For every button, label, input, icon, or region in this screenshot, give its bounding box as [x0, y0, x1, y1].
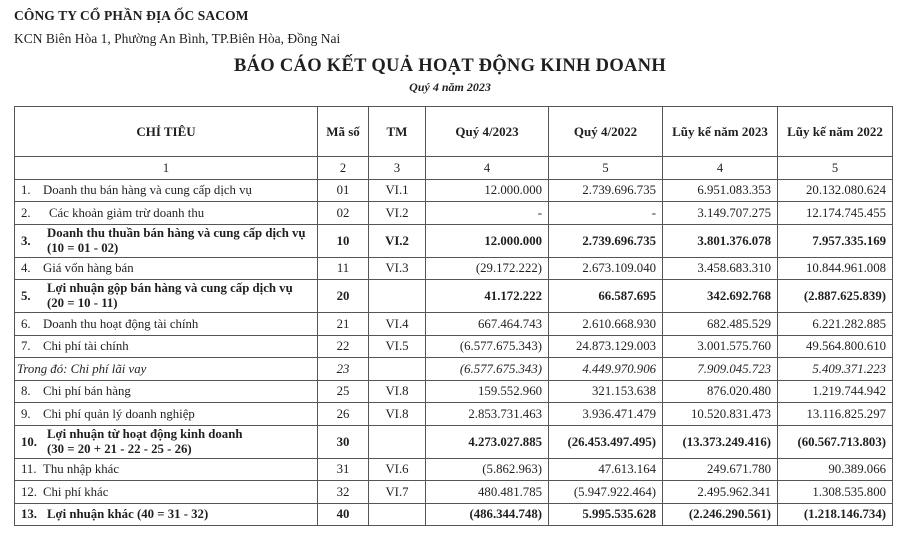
value-q4-2022: 5.995.535.628 [549, 503, 663, 526]
table-row [15, 503, 893, 526]
value-q4-2023: 667.464.743 [426, 313, 549, 336]
row-label-cell [15, 481, 318, 504]
row-code: 23 [318, 358, 369, 381]
row-label-cell [15, 425, 318, 458]
value-ytd-2022: 10.844.961.008 [778, 257, 893, 280]
value-ytd-2022: 13.116.825.297 [778, 403, 893, 426]
col-index: 3 [369, 157, 426, 180]
row-label: Lợi nhuận khác (40 = 31 - 32) [47, 507, 209, 522]
value-q4-2022: 2.739.696.735 [549, 179, 663, 202]
value-ytd-2022: 20.132.080.624 [778, 179, 893, 202]
row-label-cell [15, 202, 318, 225]
row-note: VI.2 [369, 224, 426, 257]
value-q4-2023: 41.172.222 [426, 280, 549, 313]
value-q4-2023: 480.481.785 [426, 481, 549, 504]
row-formula: (30 = 20 + 21 - 22 - 25 - 26) [47, 441, 192, 456]
value-ytd-2023: 876.020.480 [663, 380, 778, 403]
row-label: Doanh thu bán hàng và cung cấp dịch vụ [43, 183, 252, 198]
table-row [15, 280, 893, 313]
row-label-cell [15, 257, 318, 280]
value-q4-2023: 159.552.960 [426, 380, 549, 403]
row-note [369, 503, 426, 526]
row-note [369, 280, 426, 313]
row-code: 26 [318, 403, 369, 426]
row-note: VI.8 [369, 403, 426, 426]
row-label-cell [15, 358, 318, 381]
value-ytd-2022: 5.409.371.223 [778, 358, 893, 381]
col-header-q4-2022: Quý 4/2022 [549, 107, 663, 157]
row-label-cell [15, 313, 318, 336]
value-q4-2023: (5.862.963) [426, 458, 549, 481]
value-q4-2022: 2.739.696.735 [549, 224, 663, 257]
column-index-row [15, 157, 893, 180]
row-note: VI.5 [369, 335, 426, 358]
value-q4-2022: 3.936.471.479 [549, 403, 663, 426]
value-ytd-2023: 7.909.045.723 [663, 358, 778, 381]
value-ytd-2022: 7.957.335.169 [778, 224, 893, 257]
value-ytd-2023: 3.001.575.760 [663, 335, 778, 358]
value-ytd-2023: 10.520.831.473 [663, 403, 778, 426]
value-q4-2023: 12.000.000 [426, 224, 549, 257]
value-ytd-2022: 49.564.800.610 [778, 335, 893, 358]
income-statement-table [14, 106, 893, 526]
table-row [15, 257, 893, 280]
row-label-cell [15, 280, 318, 313]
row-formula: (20 = 10 - 11) [47, 296, 118, 310]
company-address: KCN Biên Hòa 1, Phường An Bình, TP.Biên Hòa, Đồng Nai [14, 31, 341, 46]
value-ytd-2023: (13.373.249.416) [663, 425, 778, 458]
row-number: 6. [21, 316, 31, 331]
table-row [15, 313, 893, 336]
col-index: 2 [318, 157, 369, 180]
value-q4-2023: (6.577.675.343) [426, 358, 549, 381]
row-code: 01 [318, 179, 369, 202]
row-number: 10. [21, 434, 37, 449]
value-q4-2022: 47.613.164 [549, 458, 663, 481]
value-ytd-2022: 6.221.282.885 [778, 313, 893, 336]
row-note: VI.7 [369, 481, 426, 504]
row-code: 20 [318, 280, 369, 313]
row-code: 21 [318, 313, 369, 336]
row-label: Chi phí quản lý doanh nghiệp [43, 406, 195, 421]
row-note: VI.1 [369, 179, 426, 202]
row-code: 40 [318, 503, 369, 526]
table-body [15, 179, 893, 526]
value-ytd-2023: 6.951.083.353 [663, 179, 778, 202]
table-header-row [15, 107, 893, 157]
report-title: BÁO CÁO KẾT QUẢ HOẠT ĐỘNG KINH DOANH [233, 56, 667, 76]
value-ytd-2023: 682.485.529 [663, 313, 778, 336]
table-row [15, 458, 893, 481]
table-row [15, 179, 893, 202]
row-label: Chi phí tài chính [43, 339, 129, 354]
row-label: Thu nhập khác [43, 462, 120, 477]
row-label: Các khoản giảm trừ doanh thu [49, 205, 205, 220]
row-note: VI.8 [369, 380, 426, 403]
row-number: 3. [21, 233, 31, 248]
row-label-cell [15, 458, 318, 481]
table-row [15, 481, 893, 504]
table-row [15, 425, 893, 458]
col-header-q4-2023: Quý 4/2023 [426, 107, 549, 157]
row-label: Chi phí bán hàng [43, 384, 131, 399]
value-q4-2022: 2.673.109.040 [549, 257, 663, 280]
col-header-ytd-2023: Lũy kế năm 2023 [663, 107, 778, 157]
value-q4-2023: - [426, 202, 549, 225]
value-ytd-2023: 249.671.780 [663, 458, 778, 481]
row-note: VI.3 [369, 257, 426, 280]
value-ytd-2022: 12.174.745.455 [778, 202, 893, 225]
col-header-code: Mã số [318, 107, 369, 157]
value-ytd-2022: 90.389.066 [778, 458, 893, 481]
value-ytd-2023: (2.246.290.561) [663, 503, 778, 526]
value-ytd-2023: 3.801.376.078 [663, 224, 778, 257]
row-label-cell [15, 503, 318, 526]
row-note [369, 425, 426, 458]
table-row [15, 335, 893, 358]
table-row [15, 358, 893, 381]
row-code: 30 [318, 425, 369, 458]
row-label-cell [15, 179, 318, 202]
value-q4-2023: 4.273.027.885 [426, 425, 549, 458]
row-number: 7. [21, 339, 31, 354]
row-number: 8. [21, 384, 31, 399]
row-label-cell [15, 403, 318, 426]
row-label-cell [15, 380, 318, 403]
row-code: 25 [318, 380, 369, 403]
value-q4-2023: (6.577.675.343) [426, 335, 549, 358]
table-row [15, 224, 893, 257]
col-index: 5 [778, 157, 893, 180]
row-number: 9. [21, 406, 31, 421]
value-ytd-2022: (2.887.625.839) [778, 280, 893, 313]
row-label: Doanh thu hoạt động tài chính [43, 316, 199, 331]
value-ytd-2022: 1.308.535.800 [778, 481, 893, 504]
value-ytd-2023: 342.692.768 [663, 280, 778, 313]
col-index: 4 [663, 157, 778, 180]
value-q4-2022: 4.449.970.906 [549, 358, 663, 381]
row-number: 12. [21, 484, 37, 499]
value-q4-2023: (29.172.222) [426, 257, 549, 280]
report-period: Quý 4 năm 2023 [409, 80, 491, 94]
col-header-ytd-2022: Lũy kế năm 2022 [778, 107, 893, 157]
row-code: 10 [318, 224, 369, 257]
row-code: 31 [318, 458, 369, 481]
value-q4-2023: 2.853.731.463 [426, 403, 549, 426]
value-q4-2022: 24.873.129.003 [549, 335, 663, 358]
row-label: Trong đó: Chi phí lãi vay [17, 361, 147, 376]
row-number: 1. [21, 183, 31, 198]
row-number: 5. [21, 289, 31, 303]
row-code: 02 [318, 202, 369, 225]
value-ytd-2022: 1.219.744.942 [778, 380, 893, 403]
row-label: Lợi nhuận gộp bán hàng và cung cấp dịch vụ [47, 281, 293, 295]
col-index: 5 [549, 157, 663, 180]
value-ytd-2022: (1.218.146.734) [778, 503, 893, 526]
row-number: 2. [21, 205, 31, 220]
value-ytd-2023: 2.495.962.341 [663, 481, 778, 504]
value-q4-2023: 12.000.000 [426, 179, 549, 202]
row-formula: (10 = 01 - 02) [47, 240, 119, 255]
col-header-note: TM [369, 107, 426, 157]
row-note: VI.4 [369, 313, 426, 336]
value-q4-2023: (486.344.748) [426, 503, 549, 526]
table-row [15, 202, 893, 225]
row-code: 22 [318, 335, 369, 358]
col-index: 1 [15, 157, 318, 180]
company-name: CÔNG TY CỔ PHẦN ĐỊA ỐC SACOM [14, 8, 249, 23]
row-note: VI.2 [369, 202, 426, 225]
col-header-item: CHỈ TIÊU [15, 107, 318, 157]
table-row [15, 380, 893, 403]
row-number: 13. [21, 507, 37, 522]
row-code: 11 [318, 257, 369, 280]
value-q4-2022: (26.453.497.495) [549, 425, 663, 458]
row-note: VI.6 [369, 458, 426, 481]
row-label: Lợi nhuận từ hoạt động kinh doanh [47, 426, 243, 441]
row-number: 4. [21, 261, 31, 276]
row-label-cell [15, 335, 318, 358]
value-q4-2022: 66.587.695 [549, 280, 663, 313]
value-q4-2022: 2.610.668.930 [549, 313, 663, 336]
value-q4-2022: (5.947.922.464) [549, 481, 663, 504]
table-row [15, 403, 893, 426]
row-note [369, 358, 426, 381]
row-label-cell [15, 224, 318, 257]
value-ytd-2022: (60.567.713.803) [778, 425, 893, 458]
value-q4-2022: 321.153.638 [549, 380, 663, 403]
row-label: Doanh thu thuần bán hàng và cung cấp dịch vụ [47, 225, 306, 240]
value-ytd-2023: 3.149.707.275 [663, 202, 778, 225]
row-label: Giá vốn hàng bán [43, 261, 134, 276]
row-label: Chi phí khác [43, 484, 109, 499]
col-index: 4 [426, 157, 549, 180]
row-number: 11. [21, 462, 37, 477]
value-ytd-2023: 3.458.683.310 [663, 257, 778, 280]
value-q4-2022: - [549, 202, 663, 225]
row-code: 32 [318, 481, 369, 504]
